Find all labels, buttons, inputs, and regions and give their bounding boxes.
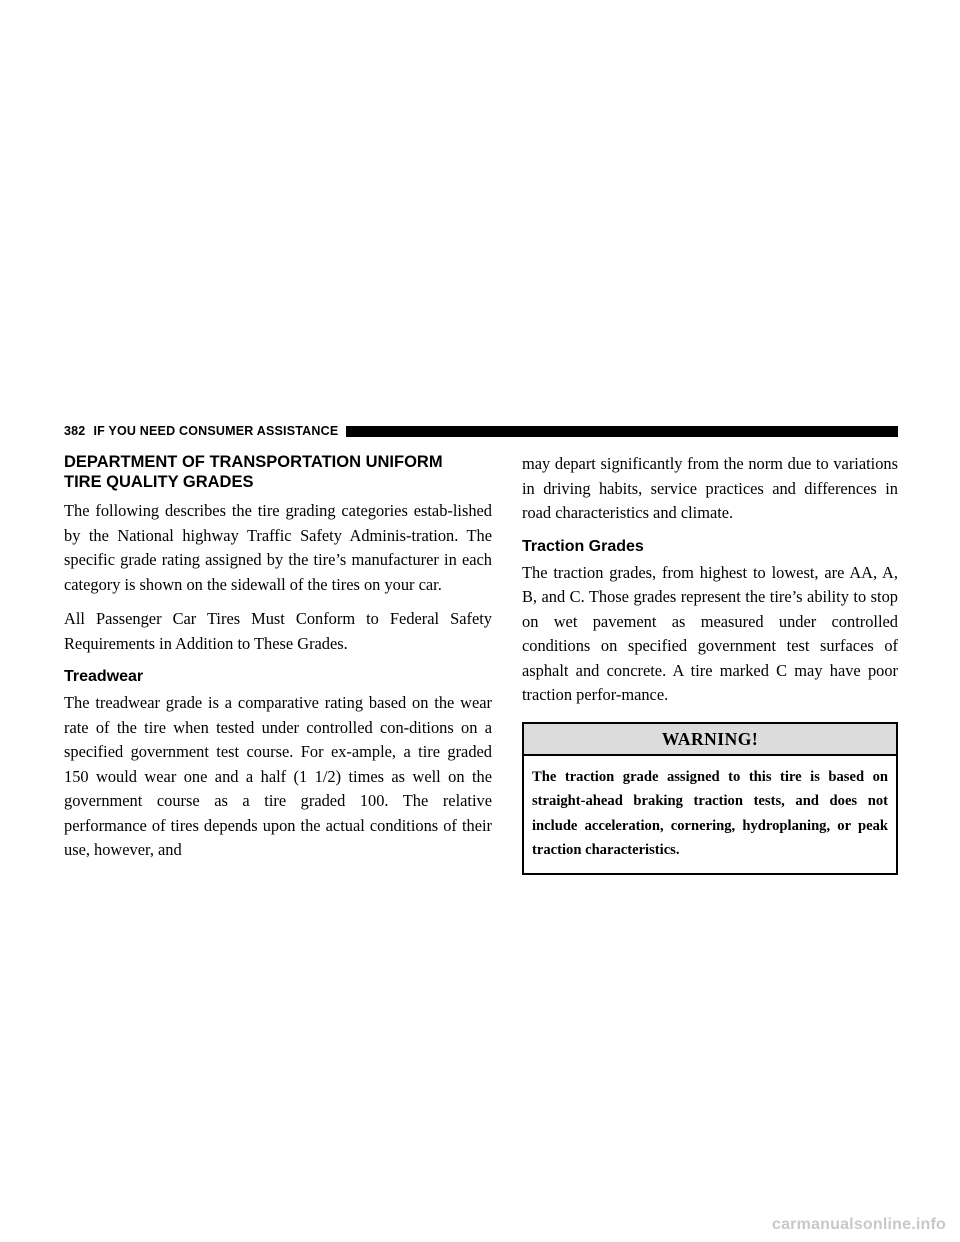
- main-heading-line2: TIRE QUALITY GRADES: [64, 473, 254, 491]
- conformity-paragraph: All Passenger Car Tires Must Conform to Federal Safety Requirements in Addition to These Grades.: [64, 609, 492, 653]
- page-number: 382: [64, 424, 86, 438]
- main-heading-line1: DEPARTMENT OF TRANSPORTATION UNIFORM: [64, 453, 443, 471]
- right-column: [522, 452, 898, 875]
- warning-title: WARNING!: [524, 724, 896, 756]
- page-header: [64, 423, 898, 439]
- warning-box: [522, 722, 898, 875]
- left-column: [64, 452, 492, 873]
- treadwear-paragraph: The treadwear grade is a comparative rating based on the wear rate of the tire when tested under controlled con-ditions on a specified government test course. For ex-ample, a tire graded 150 would wear one and a half (1 1/2) times as well on the government course as a tire graded 100. The relative performance of tires depends upon the actual conditions of their use, however, and: [64, 693, 492, 859]
- traction-paragraph: The traction grades, from highest to lowest, are AA, A, B, and C. Those grades represent the tire’s ability to stop on wet pavement as measured under controlled conditions on specified government test surfaces of asphalt and concrete. A tire marked C may have poor traction perfor-mance.: [522, 562, 898, 704]
- main-heading: [64, 452, 492, 492]
- warning-text: The traction grade assigned to this tire is based on straight-ahead braking traction tests, and does not include acceleration, cornering, hydroplaning, or peak traction characteristics.: [532, 768, 888, 858]
- header-rule: [346, 426, 898, 437]
- section-title: IF YOU NEED CONSUMER ASSISTANCE: [93, 424, 339, 438]
- intro-paragraph: The following describes the tire grading categories estab-lished by the National highway Traffic Safety Adminis-tration. The specific grade rating assigned by the tire’s manufacturer in each category is shown on the sidewall of the tires on your car.: [64, 501, 492, 594]
- traction-heading: Traction Grades: [522, 537, 644, 555]
- continued-paragraph: may depart significantly from the norm due to variations in driving habits, service practices and differences in road characteristics and climate.: [522, 454, 898, 522]
- watermark: carmanualsonline.info: [771, 1216, 946, 1233]
- treadwear-heading: Treadwear: [64, 668, 144, 685]
